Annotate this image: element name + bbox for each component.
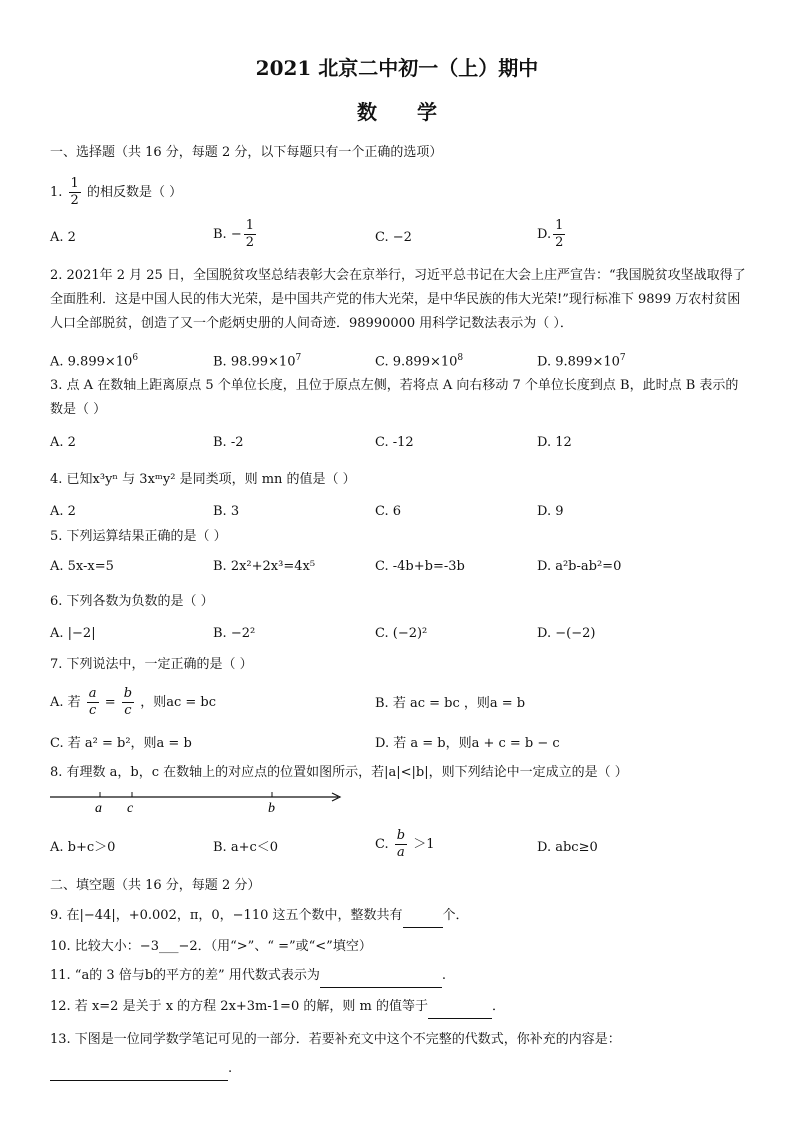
question-8: 8. 有理数 a，b，c 在数轴上的对应点的位置如图所示，若|a|<|b|，则下列结论中一定成立的是（ ） — [50, 765, 628, 780]
question-4: 4. 已知x³yⁿ 与 3xᵐy² 是同类项，则 mn 的值是（ ） — [50, 472, 356, 487]
question-2: 2. 2021年 2 月 25 日，全国脱贫攻坚总结表彰大会在京举行，习近平总书记在大会上庄严宣告：“我国脱贫攻坚战取得了全面胜利．这是中国人民的伟大光荣，是中国共产党的伟大光荣，是中华民族的伟大光荣!”现行标准下 9899 万农村贫困人口全部脱贫，创造了又一个彪炳史册的人间奇迹．98990000 用科学记数法表示为（ ）． — [50, 268, 746, 331]
q7-option-b[interactable]: B. 若 ac = bc ，则a = b — [375, 696, 526, 711]
question-10: 10. 比较大小：−3___−2．（用“>”、“ =”或“<”填空） — [50, 939, 372, 954]
q7-option-a[interactable]: A. 若 $\frac{a}{c}$ = $\frac{b}{c}$ ，则ac = bc — [50, 686, 217, 718]
q4-option-a[interactable]: A. 2 — [50, 504, 76, 519]
question-12: 12. 若 x=2 是关于 x 的方程 2x+3m-1=0 的解，则 m 的值等于 ． — [50, 996, 505, 1019]
q6-option-d[interactable]: D. −(−2) — [537, 626, 596, 641]
q1-option-c[interactable]: C. −2 — [375, 230, 412, 245]
q2-option-c[interactable]: C. $9.899\times 10^8$ — [375, 353, 464, 370]
q4-option-c[interactable]: C. 6 — [375, 504, 402, 519]
q7-option-c[interactable]: C. 若 a² = b²，则a = b — [50, 736, 192, 751]
q1-fraction: $\frac{1}{2}$ — [70, 176, 79, 208]
q6-option-c[interactable]: C. (−2)² — [375, 626, 428, 641]
q6-option-b[interactable]: B. −2² — [213, 626, 256, 641]
subject-heading: 数学 — [357, 100, 477, 124]
q8-option-b[interactable]: B. a+c＜0 — [213, 840, 279, 855]
q4-option-b[interactable]: B. 3 — [213, 504, 240, 519]
q1-option-d[interactable]: D. $\frac{1}{2}$ — [537, 218, 564, 250]
q5-option-d[interactable]: D. a²b-ab²=0 — [537, 559, 622, 574]
question-6: 6. 下列各数为负数的是（ ） — [50, 594, 214, 609]
q2-option-b[interactable]: B. $98.99\times 10^7$ — [213, 353, 302, 370]
q3-option-d[interactable]: D. 12 — [537, 435, 572, 450]
point-a-label: a — [95, 801, 102, 816]
q1-option-a[interactable]: A. 2 — [50, 230, 76, 245]
question-11: 11. “a的 3 倍与b的平方的差” 用代数式表示为 . — [50, 965, 446, 988]
q13-answer-blank[interactable] — [50, 1058, 228, 1081]
q6-option-a[interactable]: A. |−2| — [50, 626, 96, 641]
point-b-label: b — [268, 801, 275, 816]
question-7: 7. 下列说法中，一定正确的是（ ） — [50, 657, 253, 672]
q5-option-b[interactable]: B. 2x²+2x³=4x⁵ — [213, 559, 316, 574]
q12-answer-blank[interactable] — [428, 996, 492, 1019]
q7-option-d[interactable]: D. 若 a = b，则a + c = b − c — [375, 736, 560, 751]
q5-option-a[interactable]: A. 5x-x=5 — [50, 559, 114, 574]
section-2-heading: 二、填空题（共 16 分，每题 2 分） — [50, 878, 261, 893]
question-5: 5. 下列运算结果正确的是（ ） — [50, 529, 227, 544]
q3-option-a[interactable]: A. 2 — [50, 435, 76, 450]
number-line-figure — [50, 787, 350, 817]
point-c-label: c — [127, 801, 134, 816]
q3-option-b[interactable]: B. -2 — [213, 435, 244, 450]
q11-answer-blank[interactable] — [320, 965, 442, 988]
q8-option-c[interactable]: C. $\frac{b}{a}$ ＞1 — [375, 828, 435, 860]
q4-option-d[interactable]: D. 9 — [537, 504, 564, 519]
question-9: 9. 在|−44|，+0.002，π，0，−110 这五个数中，整数共有 个． — [50, 905, 469, 928]
q8-option-a[interactable]: A. b+c＞0 — [50, 840, 116, 855]
q3-option-c[interactable]: C. -12 — [375, 435, 414, 450]
page-title: 2021 北京二中初一（上）期中 — [255, 56, 539, 80]
question-13: 13. 下图是一位同学数学笔记可见的一部分．若要补充文中这个不完整的代数式，你补充的内容是： — [50, 1032, 621, 1047]
q1-option-b[interactable]: B. − $\frac{1}{2}$ — [213, 218, 254, 250]
section-1-heading: 一、选择题（共 16 分，每题 2 分，以下每题只有一个正确的选项） — [50, 145, 443, 160]
q9-answer-blank[interactable] — [403, 905, 443, 928]
q2-option-d[interactable]: D. $9.899\times 10^7$ — [537, 353, 626, 370]
q5-option-c[interactable]: C. -4b+b=-3b — [375, 559, 465, 574]
question-3: 3. 点 A 在数轴上距离原点 5 个单位长度，且位于原点左侧，若将点 A 向右移动 7 个单位长度到点 B，此时点 B 表示的数是（ ） — [50, 378, 739, 417]
q13-answer-line: . — [50, 1058, 232, 1081]
q2-option-a[interactable]: A. $9.899\times 10^6$ — [50, 353, 139, 370]
q8-option-d[interactable]: D. abc≥0 — [537, 840, 598, 855]
q1-text: 的相反数是（ ） — [86, 185, 183, 200]
q1-number: 1. — [50, 185, 63, 200]
question-1 — [50, 176, 182, 209]
